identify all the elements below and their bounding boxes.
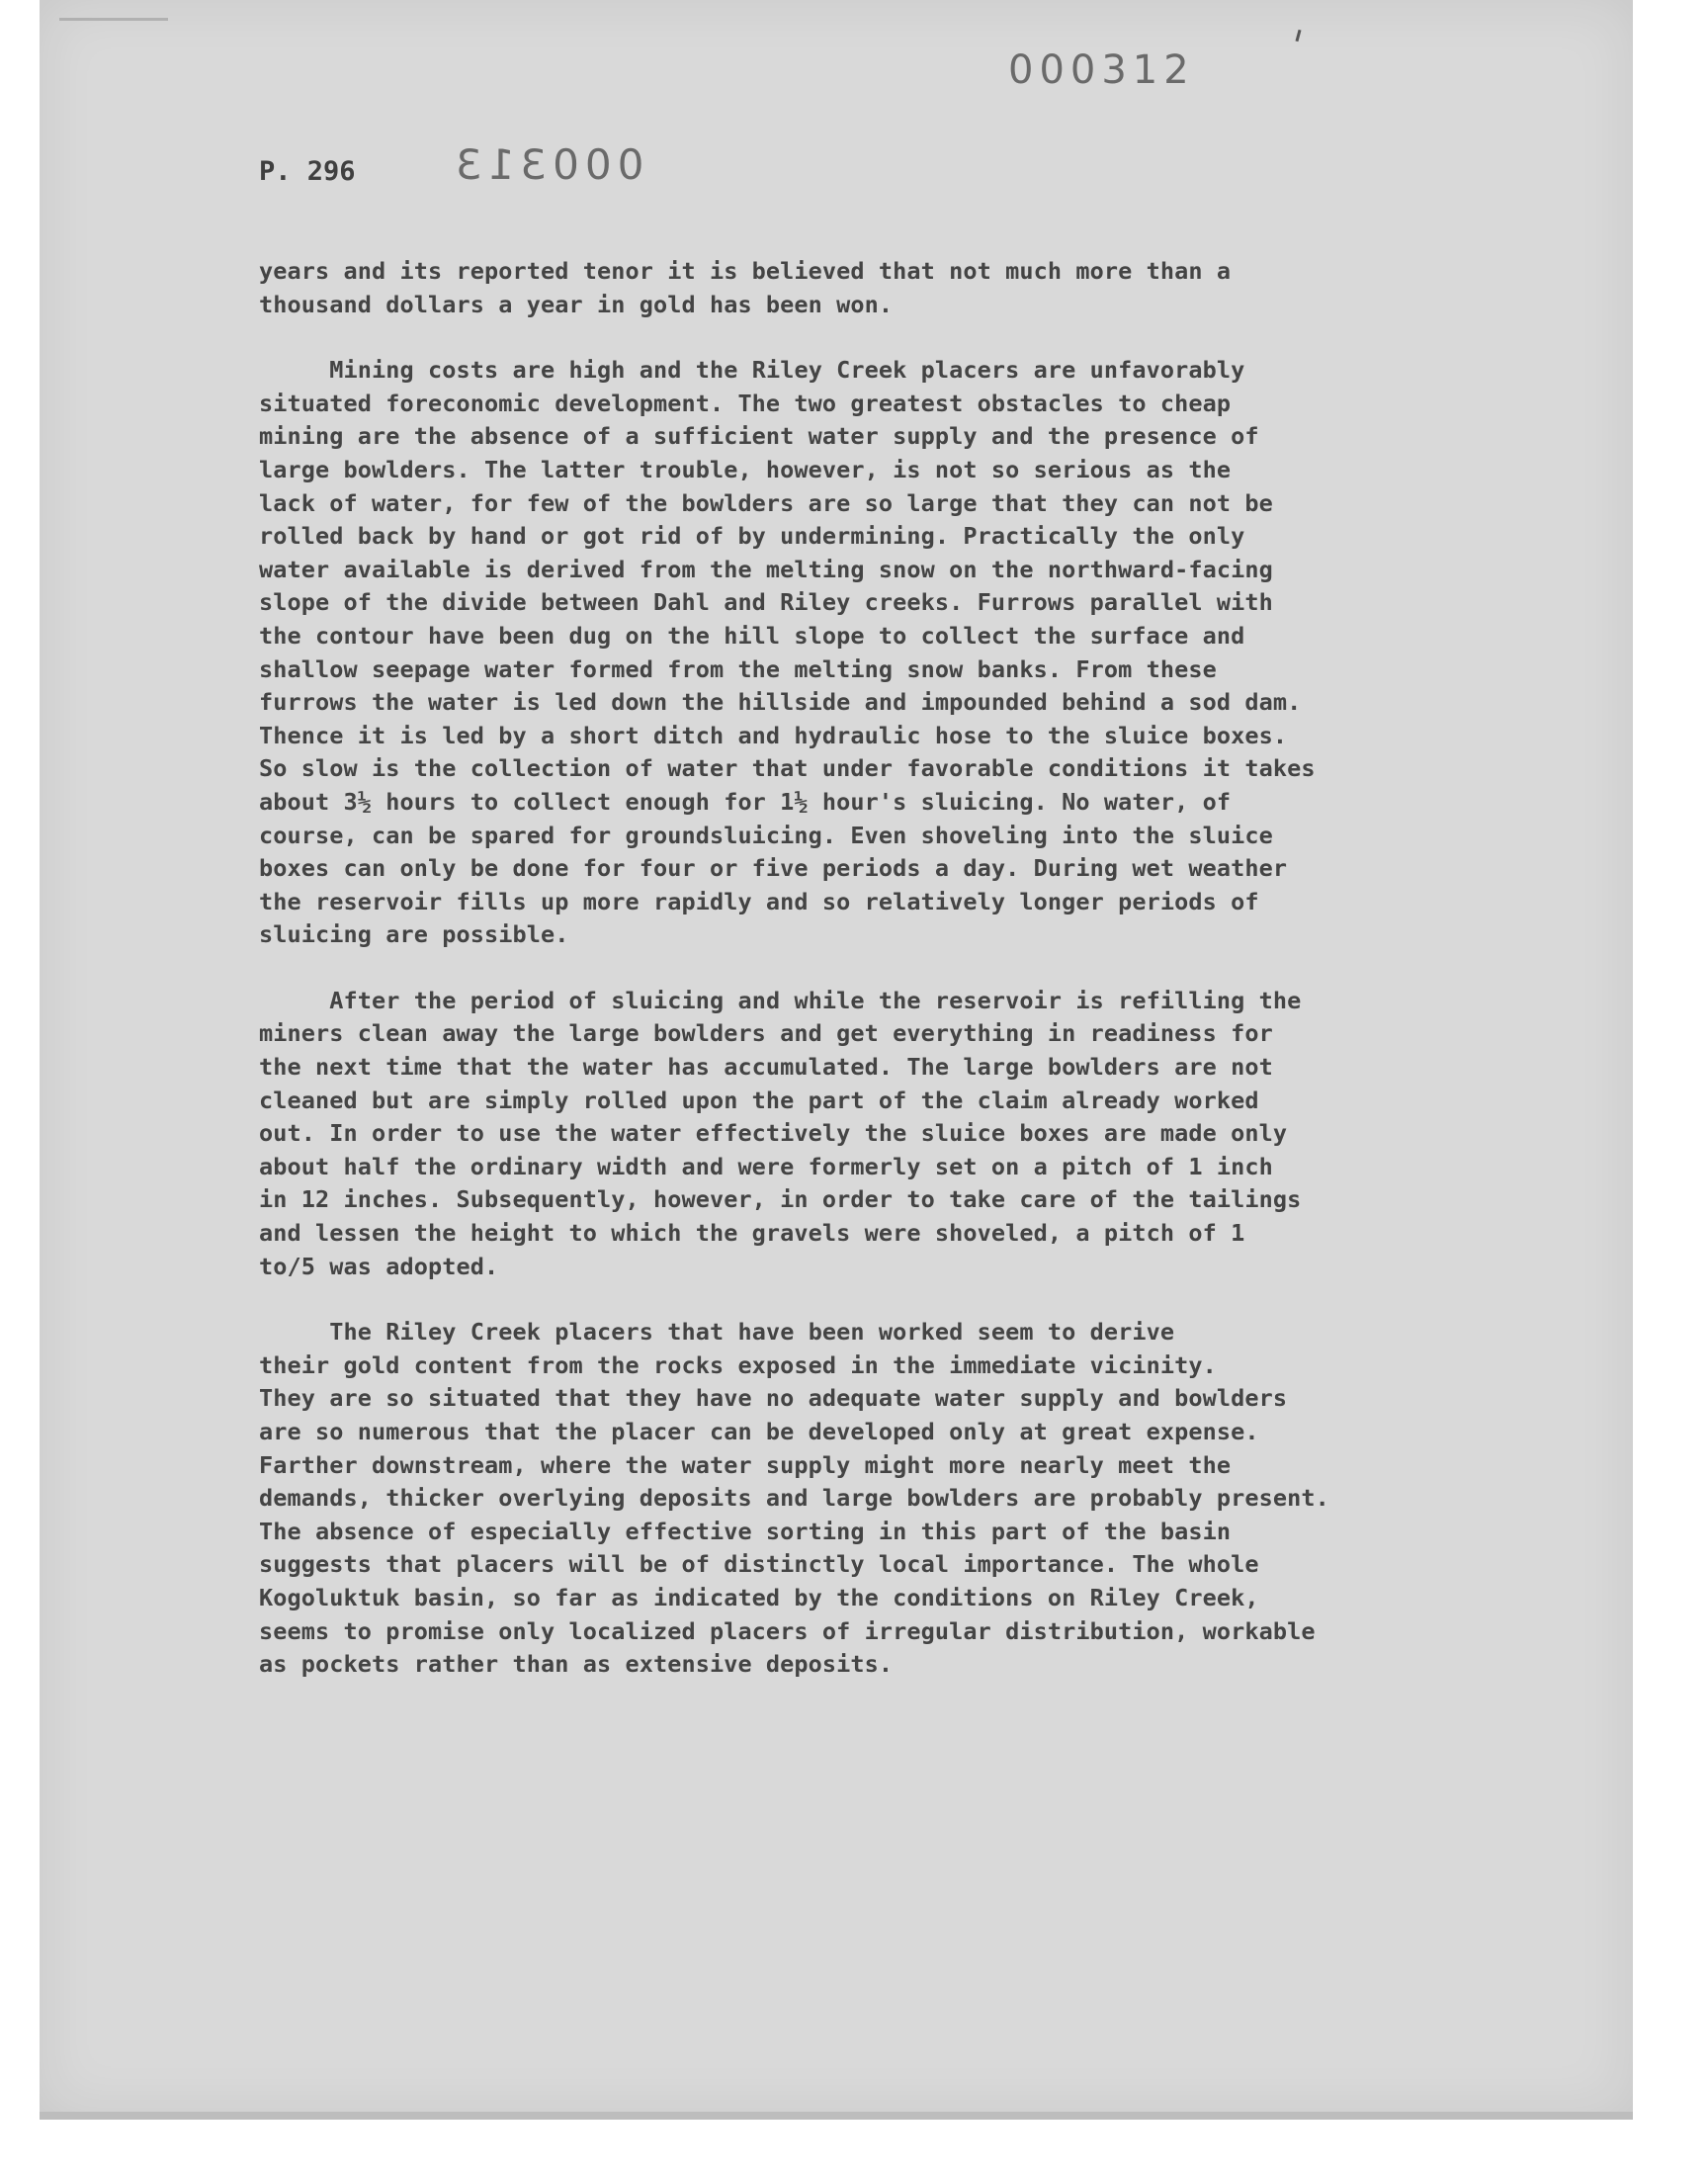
page-number: P. 296: [259, 156, 356, 187]
paragraph-3: After the period of sluicing and while the reservoir is refilling the miners clean away the large bowlders and get everything in readiness for the next time that the water has accumulated. The large bowlders are not cleaned but are simply rolled upon the part of the claim already worked out. In order to use the water effectively the sluice boxes are made only about half the ordinary width and were formerly set on a pitch of 1 inch in 12 inches. Subsequently, however, in order to take care of the tailings and lessen the height to which the gravels were shoveled, a pitch of 1 to/5 was adopted.: [259, 986, 1302, 1280]
document-stamp-number: 000312: [1008, 47, 1195, 93]
page-edge-shadow: [40, 2112, 1633, 2120]
mirrored-stamp-number: 000313: [450, 140, 644, 189]
paragraph-4: The Riley Creek placers that have been worked seem to derive their gold content from the rocks exposed in the immediate vicinity. They are so situated that they have no adequate water supply and bowlders are so numerous that the placer can be developed only at great expense. Farther downstream, where the water supply might more nearly meet the demands, thicker overlying deposits and large bowlders are probably present. The absence of especially effective sorting in this part of the basin suggests that placers will be of distinctly local importance. The whole Kogoluktuk basin, so far as indicated by the conditions on Riley Creek, seems to promise only localized placers of irregular distribution, workable as pockets rather than as extensive deposits.: [259, 1318, 1329, 1679]
document-body: [259, 255, 1524, 1714]
paragraph-2: Mining costs are high and the Riley Creek placers are unfavorably situated foreconomic development. The two greatest obstacles to cheap mining are the absence of a sufficient water supply and the presence of large bowlders. The latter trouble, however, is not so serious as the lack of water, for few of the bowlders are so large that they can not be rolled back by hand or got rid of by undermining. Practically the only water available is derived from the melting snow on the northward-facing slope of the divide between Dahl and Riley creeks. Furrows parallel with the contour have been dug on the hill slope to collect the surface and shallow seepage water formed from the melting snow banks. From these furrows the water is led down the hillside and impounded behind a sod dam. Thence it is led by a short ditch and hydraulic hose to the sluice boxes. So slow is the collection of water that under favorable conditions it takes about 3½ hours to collect enough for 1½ hour's sluicing. No water, of course, can be spared for groundsluicing. Even shoveling into the sluice boxes can only be done for four or five periods a day. During wet weather the reservoir fills up more rapidly and so relatively longer periods of sluicing are possible.: [259, 356, 1316, 949]
paragraph-1: years and its reported tenor it is believed that not much more than a thousand dollars a year in gold has been won.: [259, 257, 1232, 318]
corner-smudge: [59, 18, 168, 35]
